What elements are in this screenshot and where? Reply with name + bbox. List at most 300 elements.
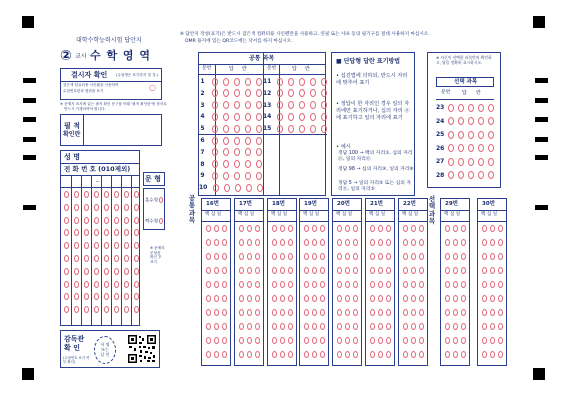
answer-bubble[interactable]	[458, 171, 464, 179]
answer-bubble[interactable]	[478, 144, 484, 152]
short-digit-bubble[interactable]	[403, 337, 408, 344]
short-digit-bubble[interactable]	[247, 253, 252, 260]
phone-digit-bubble[interactable]	[74, 281, 79, 288]
answer-bubble[interactable]	[212, 89, 218, 97]
phone-digit-bubble[interactable]	[114, 255, 119, 262]
answer-bubble[interactable]	[277, 78, 283, 86]
short-digit-bubble[interactable]	[345, 351, 350, 358]
short-digit-bubble[interactable]	[353, 225, 358, 232]
phone-digit-bubble[interactable]	[84, 229, 89, 236]
phone-digit-bubble[interactable]	[104, 217, 109, 224]
phone-digit-bubble[interactable]	[74, 204, 79, 211]
short-digit-bubble[interactable]	[312, 309, 317, 316]
short-digit-bubble[interactable]	[214, 309, 219, 316]
answer-bubble[interactable]	[213, 184, 219, 192]
short-digit-bubble[interactable]	[370, 281, 375, 288]
answer-bubble[interactable]	[234, 101, 240, 109]
short-digit-bubble[interactable]	[353, 295, 358, 302]
phone-digit-bubble[interactable]	[84, 268, 89, 275]
answer-bubble[interactable]	[223, 137, 229, 145]
short-digit-bubble[interactable]	[312, 225, 317, 232]
short-digit-bubble[interactable]	[247, 323, 252, 330]
short-digit-bubble[interactable]	[255, 295, 260, 302]
short-digit-bubble[interactable]	[378, 323, 383, 330]
answer-bubble[interactable]	[245, 89, 251, 97]
short-digit-bubble[interactable]	[239, 337, 244, 344]
short-digit-bubble[interactable]	[386, 295, 391, 302]
answer-bubble[interactable]	[256, 78, 262, 86]
answer-bubble[interactable]	[277, 125, 283, 133]
answer-bubble[interactable]	[299, 113, 305, 121]
answer-bubble[interactable]	[478, 171, 484, 179]
short-digit-bubble[interactable]	[411, 309, 416, 316]
short-digit-bubble[interactable]	[498, 281, 503, 288]
short-digit-bubble[interactable]	[280, 239, 285, 246]
short-digit-bubble[interactable]	[304, 225, 309, 232]
short-digit-bubble[interactable]	[320, 323, 325, 330]
short-digit-bubble[interactable]	[222, 323, 227, 330]
answer-bubble[interactable]	[234, 78, 240, 86]
answer-bubble[interactable]	[212, 148, 218, 156]
short-digit-bubble[interactable]	[498, 239, 503, 246]
short-digit-bubble[interactable]	[288, 267, 293, 274]
short-digit-bubble[interactable]	[411, 225, 416, 232]
short-digit-bubble[interactable]	[403, 253, 408, 260]
short-digit-bubble[interactable]	[312, 295, 317, 302]
answer-bubble[interactable]	[235, 184, 241, 192]
short-digit-bubble[interactable]	[288, 239, 293, 246]
short-digit-bubble[interactable]	[312, 351, 317, 358]
answer-bubble[interactable]	[288, 89, 294, 97]
short-digit-bubble[interactable]	[482, 239, 487, 246]
phone-digit-bubble[interactable]	[124, 217, 129, 224]
answer-bubble[interactable]	[245, 148, 251, 156]
short-digit-bubble[interactable]	[320, 337, 325, 344]
short-digit-bubble[interactable]	[453, 323, 458, 330]
answer-bubble[interactable]	[256, 148, 262, 156]
answer-bubble[interactable]	[299, 78, 305, 86]
short-digit-bubble[interactable]	[419, 267, 424, 274]
phone-digit-bubble[interactable]	[104, 229, 109, 236]
short-digit-bubble[interactable]	[272, 239, 277, 246]
short-digit-bubble[interactable]	[320, 309, 325, 316]
phone-digit-bubble[interactable]	[94, 281, 99, 288]
short-digit-bubble[interactable]	[280, 323, 285, 330]
short-digit-bubble[interactable]	[482, 253, 487, 260]
answer-bubble[interactable]	[488, 131, 494, 139]
short-digit-bubble[interactable]	[304, 239, 309, 246]
short-digit-bubble[interactable]	[239, 267, 244, 274]
short-digit-bubble[interactable]	[353, 253, 358, 260]
short-digit-bubble[interactable]	[419, 351, 424, 358]
answer-bubble[interactable]	[223, 172, 229, 180]
short-digit-bubble[interactable]	[490, 295, 495, 302]
short-digit-bubble[interactable]	[411, 337, 416, 344]
short-digit-bubble[interactable]	[272, 267, 277, 274]
short-digit-bubble[interactable]	[490, 281, 495, 288]
phone-digit-bubble[interactable]	[104, 281, 109, 288]
answer-bubble[interactable]	[223, 148, 229, 156]
short-digit-bubble[interactable]	[214, 295, 219, 302]
short-digit-bubble[interactable]	[419, 323, 424, 330]
short-digit-bubble[interactable]	[419, 225, 424, 232]
short-digit-bubble[interactable]	[239, 225, 244, 232]
phone-digit-bubble[interactable]	[114, 204, 119, 211]
answer-bubble[interactable]	[212, 172, 218, 180]
answer-bubble[interactable]	[448, 144, 454, 152]
short-digit-bubble[interactable]	[272, 337, 277, 344]
phone-digit-bubble[interactable]	[94, 242, 99, 249]
phone-digit-bubble[interactable]	[64, 306, 69, 313]
short-digit-bubble[interactable]	[386, 267, 391, 274]
answer-bubble[interactable]	[212, 113, 218, 121]
short-digit-bubble[interactable]	[386, 253, 391, 260]
phone-digit-bubble[interactable]	[84, 191, 89, 198]
short-digit-bubble[interactable]	[378, 309, 383, 316]
short-digit-bubble[interactable]	[453, 281, 458, 288]
short-digit-bubble[interactable]	[403, 239, 408, 246]
answer-bubble[interactable]	[310, 101, 316, 109]
answer-bubble[interactable]	[299, 125, 305, 133]
phone-digit-bubble[interactable]	[94, 204, 99, 211]
phone-digit-bubble[interactable]	[104, 306, 109, 313]
short-digit-bubble[interactable]	[214, 281, 219, 288]
answer-bubble[interactable]	[212, 78, 218, 86]
answer-bubble[interactable]	[212, 125, 218, 133]
short-digit-bubble[interactable]	[272, 281, 277, 288]
short-digit-bubble[interactable]	[255, 337, 260, 344]
short-digit-bubble[interactable]	[214, 253, 219, 260]
phone-digit-bubble[interactable]	[124, 281, 129, 288]
phone-digit-bubble[interactable]	[94, 191, 99, 198]
answer-bubble[interactable]	[277, 113, 283, 121]
phone-digit-bubble[interactable]	[94, 217, 99, 224]
answer-bubble[interactable]	[468, 158, 474, 166]
short-digit-bubble[interactable]	[353, 351, 358, 358]
short-digit-bubble[interactable]	[239, 309, 244, 316]
answer-bubble[interactable]	[288, 113, 294, 121]
short-digit-bubble[interactable]	[206, 337, 211, 344]
phone-digit-bubble[interactable]	[64, 268, 69, 275]
answer-bubble[interactable]	[488, 117, 494, 125]
short-digit-bubble[interactable]	[461, 253, 466, 260]
answer-bubble[interactable]	[321, 113, 327, 121]
phone-digit-bubble[interactable]	[64, 242, 69, 249]
short-digit-bubble[interactable]	[411, 351, 416, 358]
short-digit-bubble[interactable]	[403, 309, 408, 316]
answer-bubble[interactable]	[256, 89, 262, 97]
short-digit-bubble[interactable]	[337, 295, 342, 302]
phone-digit-bubble[interactable]	[134, 306, 139, 313]
phone-digit-bubble[interactable]	[114, 293, 119, 300]
phone-digit-bubble[interactable]	[134, 281, 139, 288]
short-digit-bubble[interactable]	[419, 281, 424, 288]
short-digit-bubble[interactable]	[222, 337, 227, 344]
phone-digit-bubble[interactable]	[94, 255, 99, 262]
short-digit-bubble[interactable]	[461, 351, 466, 358]
short-digit-bubble[interactable]	[419, 337, 424, 344]
short-digit-bubble[interactable]	[445, 337, 450, 344]
short-digit-bubble[interactable]	[304, 351, 309, 358]
phone-digit-bubble[interactable]	[134, 191, 139, 198]
phone-digit-bubble[interactable]	[114, 217, 119, 224]
answer-bubble[interactable]	[277, 101, 283, 109]
short-digit-bubble[interactable]	[403, 323, 408, 330]
short-digit-bubble[interactable]	[490, 267, 495, 274]
short-digit-bubble[interactable]	[345, 295, 350, 302]
short-digit-bubble[interactable]	[445, 239, 450, 246]
answer-bubble[interactable]	[234, 89, 240, 97]
phone-digit-bubble[interactable]	[114, 281, 119, 288]
phone-digit-bubble[interactable]	[74, 229, 79, 236]
phone-digit-bubble[interactable]	[134, 293, 139, 300]
answer-bubble[interactable]	[212, 101, 218, 109]
answer-bubble[interactable]	[256, 137, 262, 145]
short-digit-bubble[interactable]	[498, 253, 503, 260]
short-digit-bubble[interactable]	[272, 351, 277, 358]
short-digit-bubble[interactable]	[239, 295, 244, 302]
answer-bubble[interactable]	[478, 104, 484, 112]
answer-bubble[interactable]	[468, 131, 474, 139]
phone-digit-bubble[interactable]	[64, 191, 69, 198]
short-digit-bubble[interactable]	[490, 253, 495, 260]
short-digit-bubble[interactable]	[255, 351, 260, 358]
short-digit-bubble[interactable]	[445, 295, 450, 302]
short-digit-bubble[interactable]	[411, 323, 416, 330]
phone-digit-bubble[interactable]	[64, 204, 69, 211]
short-digit-bubble[interactable]	[386, 323, 391, 330]
phone-digit-bubble[interactable]	[134, 204, 139, 211]
short-digit-bubble[interactable]	[498, 295, 503, 302]
short-digit-bubble[interactable]	[353, 239, 358, 246]
answer-bubble[interactable]	[478, 158, 484, 166]
short-digit-bubble[interactable]	[280, 225, 285, 232]
short-digit-bubble[interactable]	[353, 337, 358, 344]
answer-bubble[interactable]	[310, 78, 316, 86]
short-digit-bubble[interactable]	[498, 337, 503, 344]
answer-bubble[interactable]	[488, 144, 494, 152]
short-digit-bubble[interactable]	[461, 295, 466, 302]
phone-digit-bubble[interactable]	[74, 191, 79, 198]
short-digit-bubble[interactable]	[288, 337, 293, 344]
answer-bubble[interactable]	[488, 158, 494, 166]
short-digit-bubble[interactable]	[482, 267, 487, 274]
answer-bubble[interactable]	[458, 131, 464, 139]
short-digit-bubble[interactable]	[498, 267, 503, 274]
short-digit-bubble[interactable]	[482, 323, 487, 330]
short-digit-bubble[interactable]	[378, 239, 383, 246]
answer-bubble[interactable]	[448, 104, 454, 112]
short-digit-bubble[interactable]	[445, 225, 450, 232]
phone-digit-bubble[interactable]	[134, 268, 139, 275]
type-even[interactable]: 짝수형	[145, 218, 163, 225]
phone-digit-bubble[interactable]	[114, 229, 119, 236]
phone-digit-bubble[interactable]	[124, 229, 129, 236]
short-digit-bubble[interactable]	[239, 253, 244, 260]
phone-digit-bubble[interactable]	[134, 229, 139, 236]
answer-bubble[interactable]	[246, 184, 252, 192]
short-digit-bubble[interactable]	[337, 267, 342, 274]
phone-digit-bubble[interactable]	[74, 217, 79, 224]
short-digit-bubble[interactable]	[445, 351, 450, 358]
short-digit-bubble[interactable]	[411, 267, 416, 274]
short-digit-bubble[interactable]	[445, 253, 450, 260]
answer-bubble[interactable]	[310, 125, 316, 133]
short-digit-bubble[interactable]	[214, 267, 219, 274]
short-digit-bubble[interactable]	[280, 295, 285, 302]
short-digit-bubble[interactable]	[320, 281, 325, 288]
short-digit-bubble[interactable]	[312, 239, 317, 246]
answer-bubble[interactable]	[245, 78, 251, 86]
short-digit-bubble[interactable]	[304, 267, 309, 274]
short-digit-bubble[interactable]	[403, 351, 408, 358]
phone-digit-bubble[interactable]	[74, 255, 79, 262]
short-digit-bubble[interactable]	[312, 267, 317, 274]
short-digit-bubble[interactable]	[403, 225, 408, 232]
answer-bubble[interactable]	[288, 78, 294, 86]
short-digit-bubble[interactable]	[370, 323, 375, 330]
answer-bubble[interactable]	[223, 125, 229, 133]
phone-digit-bubble[interactable]	[104, 293, 109, 300]
short-digit-bubble[interactable]	[490, 239, 495, 246]
short-digit-bubble[interactable]	[386, 225, 391, 232]
short-digit-bubble[interactable]	[288, 309, 293, 316]
answer-bubble[interactable]	[256, 160, 262, 168]
short-digit-bubble[interactable]	[337, 309, 342, 316]
answer-bubble[interactable]	[310, 89, 316, 97]
phone-digit-bubble[interactable]	[124, 204, 129, 211]
answer-bubble[interactable]	[234, 148, 240, 156]
short-digit-bubble[interactable]	[214, 351, 219, 358]
phone-digit-bubble[interactable]	[134, 217, 139, 224]
short-digit-bubble[interactable]	[288, 323, 293, 330]
short-digit-bubble[interactable]	[206, 267, 211, 274]
answer-bubble[interactable]	[256, 125, 262, 133]
phone-digit-bubble[interactable]	[94, 229, 99, 236]
answer-bubble[interactable]	[223, 101, 229, 109]
short-digit-bubble[interactable]	[370, 253, 375, 260]
short-digit-bubble[interactable]	[490, 309, 495, 316]
short-digit-bubble[interactable]	[461, 323, 466, 330]
phone-digit-bubble[interactable]	[134, 242, 139, 249]
answer-bubble[interactable]	[256, 172, 262, 180]
phone-digit-bubble[interactable]	[124, 306, 129, 313]
answer-bubble[interactable]	[468, 171, 474, 179]
short-digit-bubble[interactable]	[403, 267, 408, 274]
phone-digit-bubble[interactable]	[74, 242, 79, 249]
short-digit-bubble[interactable]	[214, 239, 219, 246]
short-digit-bubble[interactable]	[247, 281, 252, 288]
phone-digit-bubble[interactable]	[104, 242, 109, 249]
phone-digit-bubble[interactable]	[104, 191, 109, 198]
answer-bubble[interactable]	[245, 137, 251, 145]
short-digit-bubble[interactable]	[206, 323, 211, 330]
short-digit-bubble[interactable]	[288, 295, 293, 302]
short-digit-bubble[interactable]	[490, 323, 495, 330]
answer-bubble[interactable]	[468, 104, 474, 112]
short-digit-bubble[interactable]	[482, 281, 487, 288]
short-digit-bubble[interactable]	[353, 309, 358, 316]
short-digit-bubble[interactable]	[370, 337, 375, 344]
short-digit-bubble[interactable]	[304, 323, 309, 330]
short-digit-bubble[interactable]	[378, 295, 383, 302]
answer-bubble[interactable]	[212, 160, 218, 168]
answer-bubble[interactable]	[223, 113, 229, 121]
answer-bubble[interactable]	[458, 117, 464, 125]
phone-digit-bubble[interactable]	[124, 255, 129, 262]
answer-bubble[interactable]	[448, 171, 454, 179]
phone-digit-bubble[interactable]	[64, 217, 69, 224]
short-digit-bubble[interactable]	[482, 309, 487, 316]
phone-digit-bubble[interactable]	[114, 306, 119, 313]
short-digit-bubble[interactable]	[255, 225, 260, 232]
short-digit-bubble[interactable]	[288, 225, 293, 232]
short-digit-bubble[interactable]	[304, 281, 309, 288]
short-digit-bubble[interactable]	[255, 309, 260, 316]
short-digit-bubble[interactable]	[222, 225, 227, 232]
short-digit-bubble[interactable]	[272, 225, 277, 232]
answer-bubble[interactable]	[223, 78, 229, 86]
short-digit-bubble[interactable]	[304, 295, 309, 302]
answer-bubble[interactable]	[224, 184, 230, 192]
short-digit-bubble[interactable]	[206, 309, 211, 316]
phone-digit-bubble[interactable]	[124, 191, 129, 198]
phone-digit-bubble[interactable]	[124, 268, 129, 275]
short-digit-bubble[interactable]	[304, 337, 309, 344]
phone-digit-bubble[interactable]	[84, 217, 89, 224]
short-digit-bubble[interactable]	[304, 253, 309, 260]
short-digit-bubble[interactable]	[247, 295, 252, 302]
short-digit-bubble[interactable]	[255, 281, 260, 288]
short-digit-bubble[interactable]	[419, 253, 424, 260]
phone-digit-bubble[interactable]	[134, 255, 139, 262]
short-digit-bubble[interactable]	[445, 267, 450, 274]
answer-bubble[interactable]	[245, 160, 251, 168]
answer-bubble[interactable]	[458, 104, 464, 112]
short-digit-bubble[interactable]	[403, 295, 408, 302]
phone-digit-bubble[interactable]	[64, 229, 69, 236]
phone-digit-bubble[interactable]	[124, 242, 129, 249]
short-digit-bubble[interactable]	[461, 281, 466, 288]
phone-digit-bubble[interactable]	[64, 281, 69, 288]
short-digit-bubble[interactable]	[312, 253, 317, 260]
short-digit-bubble[interactable]	[411, 281, 416, 288]
phone-digit-bubble[interactable]	[84, 306, 89, 313]
answer-bubble[interactable]	[321, 89, 327, 97]
short-digit-bubble[interactable]	[337, 351, 342, 358]
answer-bubble[interactable]	[310, 113, 316, 121]
phone-digit-bubble[interactable]	[84, 281, 89, 288]
short-digit-bubble[interactable]	[461, 337, 466, 344]
answer-bubble[interactable]	[256, 113, 262, 121]
answer-bubble[interactable]	[321, 101, 327, 109]
phone-digit-bubble[interactable]	[84, 242, 89, 249]
short-digit-bubble[interactable]	[214, 225, 219, 232]
answer-bubble[interactable]	[448, 131, 454, 139]
short-digit-bubble[interactable]	[280, 351, 285, 358]
short-digit-bubble[interactable]	[403, 281, 408, 288]
short-digit-bubble[interactable]	[378, 337, 383, 344]
short-digit-bubble[interactable]	[222, 295, 227, 302]
short-digit-bubble[interactable]	[378, 267, 383, 274]
short-digit-bubble[interactable]	[255, 239, 260, 246]
short-digit-bubble[interactable]	[378, 281, 383, 288]
answer-bubble[interactable]	[212, 137, 218, 145]
short-digit-bubble[interactable]	[378, 351, 383, 358]
short-digit-bubble[interactable]	[214, 323, 219, 330]
short-digit-bubble[interactable]	[353, 267, 358, 274]
short-digit-bubble[interactable]	[272, 309, 277, 316]
